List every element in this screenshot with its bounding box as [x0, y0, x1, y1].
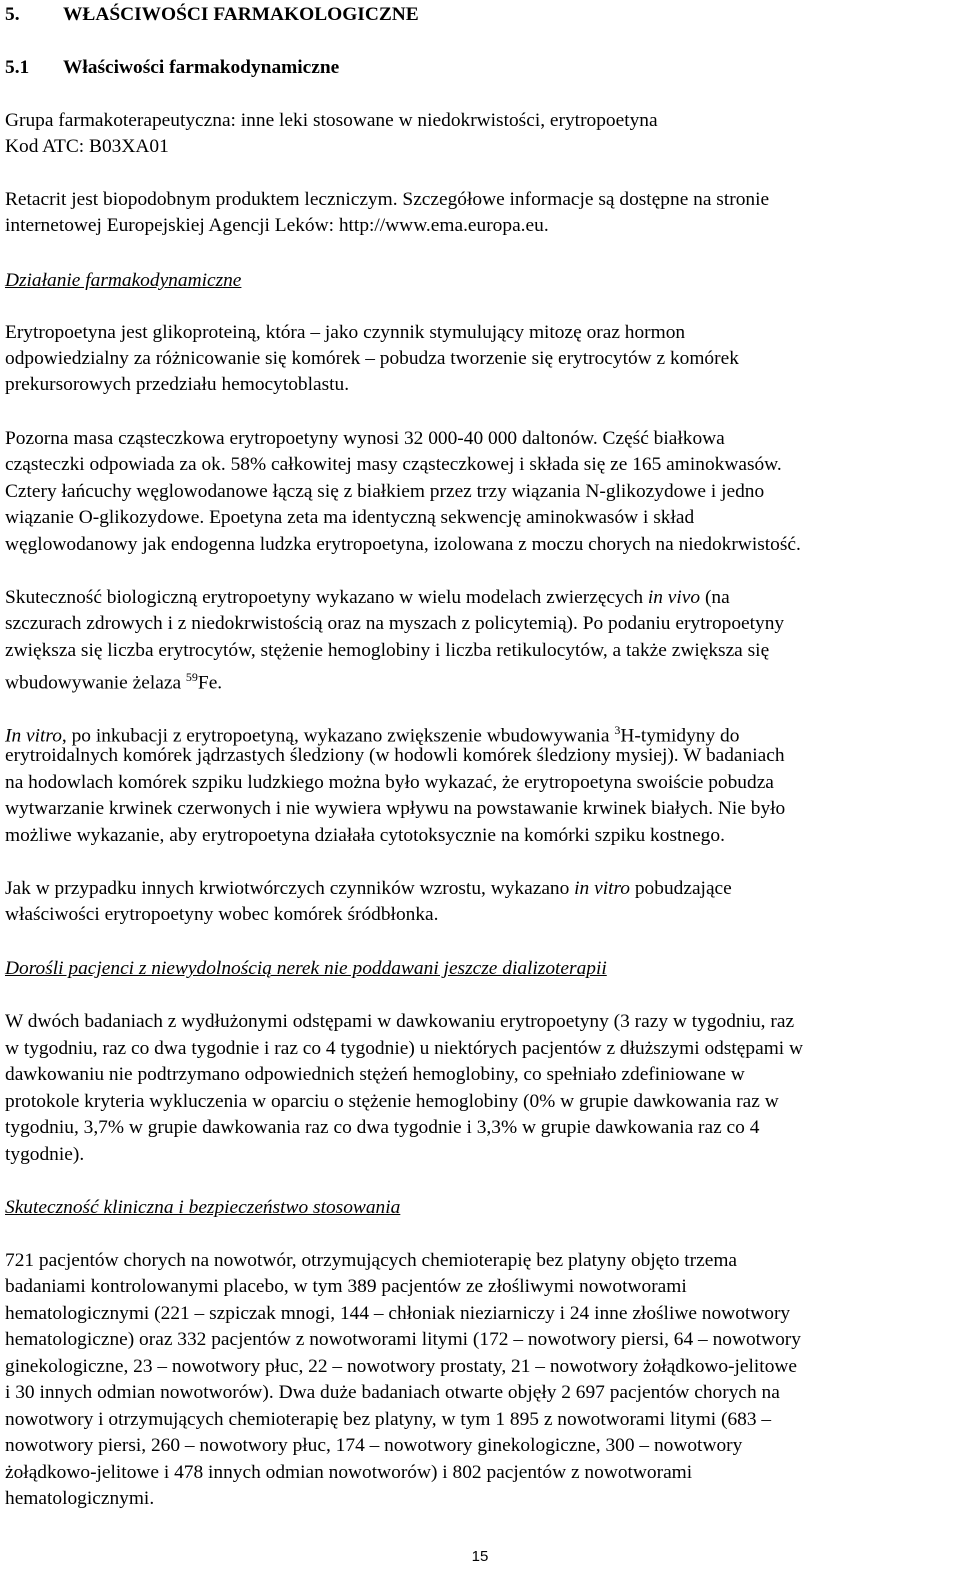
- paragraph-line: żołądkowo-jelitowe i 478 innych odmian nowotworów) i 802 pacjentów z nowotworami: [5, 1462, 693, 1483]
- superscript: 3: [614, 723, 621, 737]
- heading-pharmacodynamic-effect: Działanie farmakodynamiczne: [5, 270, 242, 291]
- paragraph-line: możliwe wykazanie, aby erytropoetyna działała cytotoksycznie na komórki szpiku kostnego.: [5, 825, 725, 846]
- heading-clinical-efficacy: Skuteczność kliniczna i bezpieczeństwo stosowania: [5, 1197, 401, 1218]
- paragraph-line: erytroidalnych komórek jądrzastych śledziony (w hodowli komórek śledziony mysiej). W badaniach: [5, 745, 785, 766]
- paragraph-line: Pozorna masa cząsteczkowa erytropoetyny wynosi 32 000-40 000 daltonów. Część białkowa: [5, 428, 725, 449]
- subsection-title: Właściwości farmakodynamiczne: [63, 57, 340, 78]
- paragraph-line: nowotwory i otrzymujących chemioterapię bez platyny, w tym 1 895 z nowotworami litymi (683 –: [5, 1409, 772, 1430]
- paragraph-line: ginekologiczne, 23 – nowotwory płuc, 22 – nowotwory prostaty, 21 – nowotwory żołądkowo-jelitowe: [5, 1356, 798, 1377]
- paragraph-line: wbudowywanie żelaza $^{59}$Fe.: [5, 670, 223, 694]
- paragraph-line: odpowiedzialny za różnicowanie się komórek – pobudza tworzenie się erytrocytów z komórek: [5, 348, 739, 369]
- page-number: 15: [471, 1548, 489, 1565]
- paragraph-line: 721 pacjentów chorych na nowotwór, otrzymujących chemioterapię bez platyny objęto trzema: [5, 1250, 738, 1271]
- paragraph-line: tygodnie).: [5, 1144, 85, 1165]
- paragraph-line: węglowodanowy jak endogenna ludzka erytropoetyna, izolowana z moczu chorych na niedokrwistość.: [5, 534, 801, 555]
- paragraph-line: wiązanie O-glikozydowe. Epoetyna zeta ma identyczną sekwencję aminokwasów i skład: [5, 507, 695, 528]
- superscript: 59: [185, 670, 198, 684]
- paragraph-line: badaniami kontrolowanymi placebo, w tym 389 pacjentów ze złośliwymi nowotworami: [5, 1276, 687, 1297]
- paragraph-line: nowotwory piersi, 260 – nowotwory płuc, 174 – nowotwory ginekologiczne, 300 – nowotwory: [5, 1435, 743, 1456]
- subsection-heading: [5, 55, 339, 81]
- paragraph-line: hematologicznymi.: [5, 1488, 155, 1509]
- paragraph-line: tygodniu, 3,7% w grupie dawkowania raz co dwa tygodnie i 3,3% w grupie dawkowania raz co 4: [5, 1117, 760, 1138]
- paragraph-line: dawkowaniu nie podtrzymano odpowiednich stężeń hemoglobiny, co spełniało zdefiniowane w: [5, 1064, 745, 1085]
- heading-ckd-patients: Dorośli pacjenci z niewydolnością nerek nie poddawani jeszcze dializoterapii: [5, 958, 607, 979]
- paragraph-line: Jak w przypadku innych krwiotwórczych czynników wzrostu, wykazano in vitro pobudzające: [5, 878, 732, 899]
- paragraph-line: wytwarzanie krwinek czerwonych i nie wywiera wpływu na powstawanie krwinek białych. Nie było: [5, 798, 786, 819]
- paragraph-line: In vitro, po inkubacji z erytropoetyną, wykazano zwiększenie wbudowywania $^3$H-tymidyny do: [5, 723, 740, 747]
- paragraph-line: Cztery łańcuchy węglowodanowe łączą się z białkiem przez trzy wiązania N-glikozydowe i jedno: [5, 481, 765, 502]
- paragraph-line: w tygodniu, raz co dwa tygodnie i raz co 4 tygodnie) u niektórych pacjentów z dłuższymi odstępami w: [5, 1038, 804, 1059]
- paragraph-line: zwiększa się liczba erytrocytów, stężenie hemoglobiny i liczba retikulocytów, a także zwiększa się: [5, 640, 770, 661]
- pharmacotherapeutic-group: Grupa farmakoterapeutyczna: inne leki stosowane w niedokrwistości, erytropoetyna: [5, 110, 658, 131]
- intro-line: Retacrit jest biopodobnym produktem leczniczym. Szczegółowe informacje są dostępne na stronie: [5, 189, 770, 210]
- intro-line: internetowej Europejskiej Agencji Leków: http://www.ema.europa.eu.: [5, 215, 549, 236]
- paragraph-line: prekursorowych przedziału hemocytoblastu.: [5, 374, 350, 395]
- paragraph-line: protokole kryteria wykluczenia w oparciu o stężenie hemoglobiny (0% w grupie dawkowania raz w: [5, 1091, 779, 1112]
- paragraph-line: właściwości erytropoetyny wobec komórek śródbłonka.: [5, 904, 439, 925]
- paragraph-line: na hodowlach komórek szpiku ludzkiego można było wykazać, że erytropoetyna swoiście pobudza: [5, 772, 774, 793]
- section-number: 5.: [5, 4, 20, 25]
- section-heading: [5, 2, 419, 28]
- paragraph-line: cząsteczki odpowiada za ok. 58% całkowitej masy cząsteczkowej i składa się ze 165 aminokwasów.: [5, 454, 782, 475]
- section-title: WŁAŚCIWOŚCI FARMAKOLOGICZNE: [63, 4, 419, 25]
- paragraph-line: hematologiczne) oraz 332 pacjentów z nowotworami litymi (172 – nowotwory piersi, 64 – nowotwory: [5, 1329, 801, 1350]
- paragraph-line: Skuteczność biologiczną erytropoetyny wykazano w wielu modelach zwierzęcych in vivo (na: [5, 587, 730, 608]
- paragraph-line: i 30 innych odmian nowotworów). Dwa duże badaniach otwarte objęły 2 697 pacjentów chorych na: [5, 1382, 780, 1403]
- paragraph-line: szczurach zdrowych i z niedokrwistością oraz na myszach z policytemią). Po podaniu erytropoetyny: [5, 613, 785, 634]
- paragraph-line: W dwóch badaniach z wydłużonymi odstępami w dawkowaniu erytropoetyny (3 razy w tygodniu, raz: [5, 1011, 795, 1032]
- paragraph-line: hematologicznymi (221 – szpiczak mnogi, 144 – chłoniak nieziarniczy i 24 inne złośliwe nowotwory: [5, 1303, 791, 1324]
- subsection-number: 5.1: [5, 57, 30, 78]
- paragraph-line: Erytropoetyna jest glikoproteiną, która – jako czynnik stymulujący mitozę oraz hormon: [5, 322, 686, 343]
- atc-code: Kod ATC: B03XA01: [5, 136, 169, 157]
